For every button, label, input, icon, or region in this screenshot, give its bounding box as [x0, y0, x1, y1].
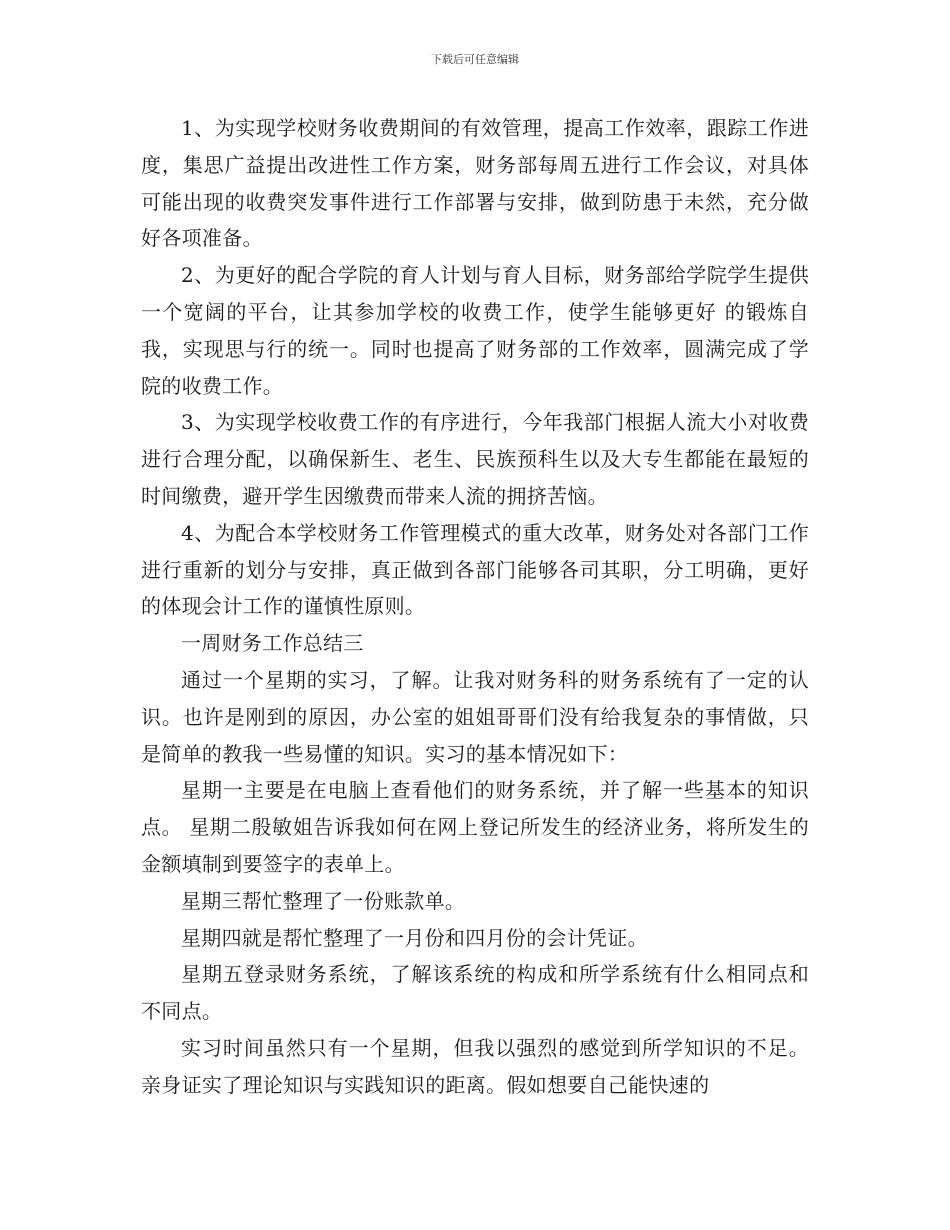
paragraph-friday: 星期五登录财务系统，了解该系统的构成和所学系统有什么相同点和不同点。	[141, 962, 809, 1024]
paragraph-monday-tuesday: 星期一主要是在电脑上查看他们的财务系统，并了解一些基本的知识点。 星期二殷敏姐告诉我如何在网上登记所发生的经济业务，将所发生的金额填制到要签字的表单上。	[141, 778, 809, 876]
paragraph-4: 4、为配合本学校财务工作管理模式的重大改革，财务处对各部门工作进行重新的划分与安排，真正做到各部门能够各司其职，分工明确，更好的体现会计工作的谨慎性原则。	[141, 520, 809, 619]
paragraph-2: 2、为更好的配合学院的育人计划与育人目标，财务部给学院学生提供一个宽阔的平台，让其参加学校的收费工作，使学生能够更好 的锻炼自我，实现思与行的统一。同时也提高了财务部的工作效率，圆满完成了学院的收费工作。	[141, 263, 809, 398]
paragraph-conclusion: 实习时间虽然只有一个星期，但我以强烈的感觉到所学知识的不足。亲身证实了理论知识与实践知识的距离。假如想要自己能快速的	[141, 1035, 809, 1097]
paragraph-wednesday: 星期三帮忙整理了一份账款单。	[181, 888, 466, 913]
section-heading: 一周财务工作总结三	[181, 631, 364, 656]
paragraph-1: 1、为实现学校财务收费期间的有效管理，提高工作效率，跟踪工作进度，集思广益提出改进性工作方案，财务部每周五进行工作会议，对具体可能出现的收费突发事件进行工作部署与安排，做到防患于未然，充分做好各项准备。	[141, 116, 809, 251]
paragraph-thursday: 星期四就是帮忙整理了一月份和四月份的会计凭证。	[181, 925, 648, 950]
paragraph-intro: 通过一个星期的实习，了解。让我对财务科的财务系统有了一定的认识。也许是刚到的原因，办公室的姐姐哥哥们没有给我复杂的事情做，只是简单的教我一些易懂的知识。实习的基本情况如下：	[141, 667, 809, 766]
document-body	[141, 110, 809, 1104]
paragraph-3: 3、为实现学校收费工作的有序进行，今年我部门根据人流大小对收费进行合理分配，以确保新生、老生、民族预科生以及大专生都能在最短的时间缴费，避开学生因缴费而带来人流的拥挤苦恼。	[141, 410, 809, 508]
page-header-note: 下载后可任意编辑	[431, 53, 519, 66]
